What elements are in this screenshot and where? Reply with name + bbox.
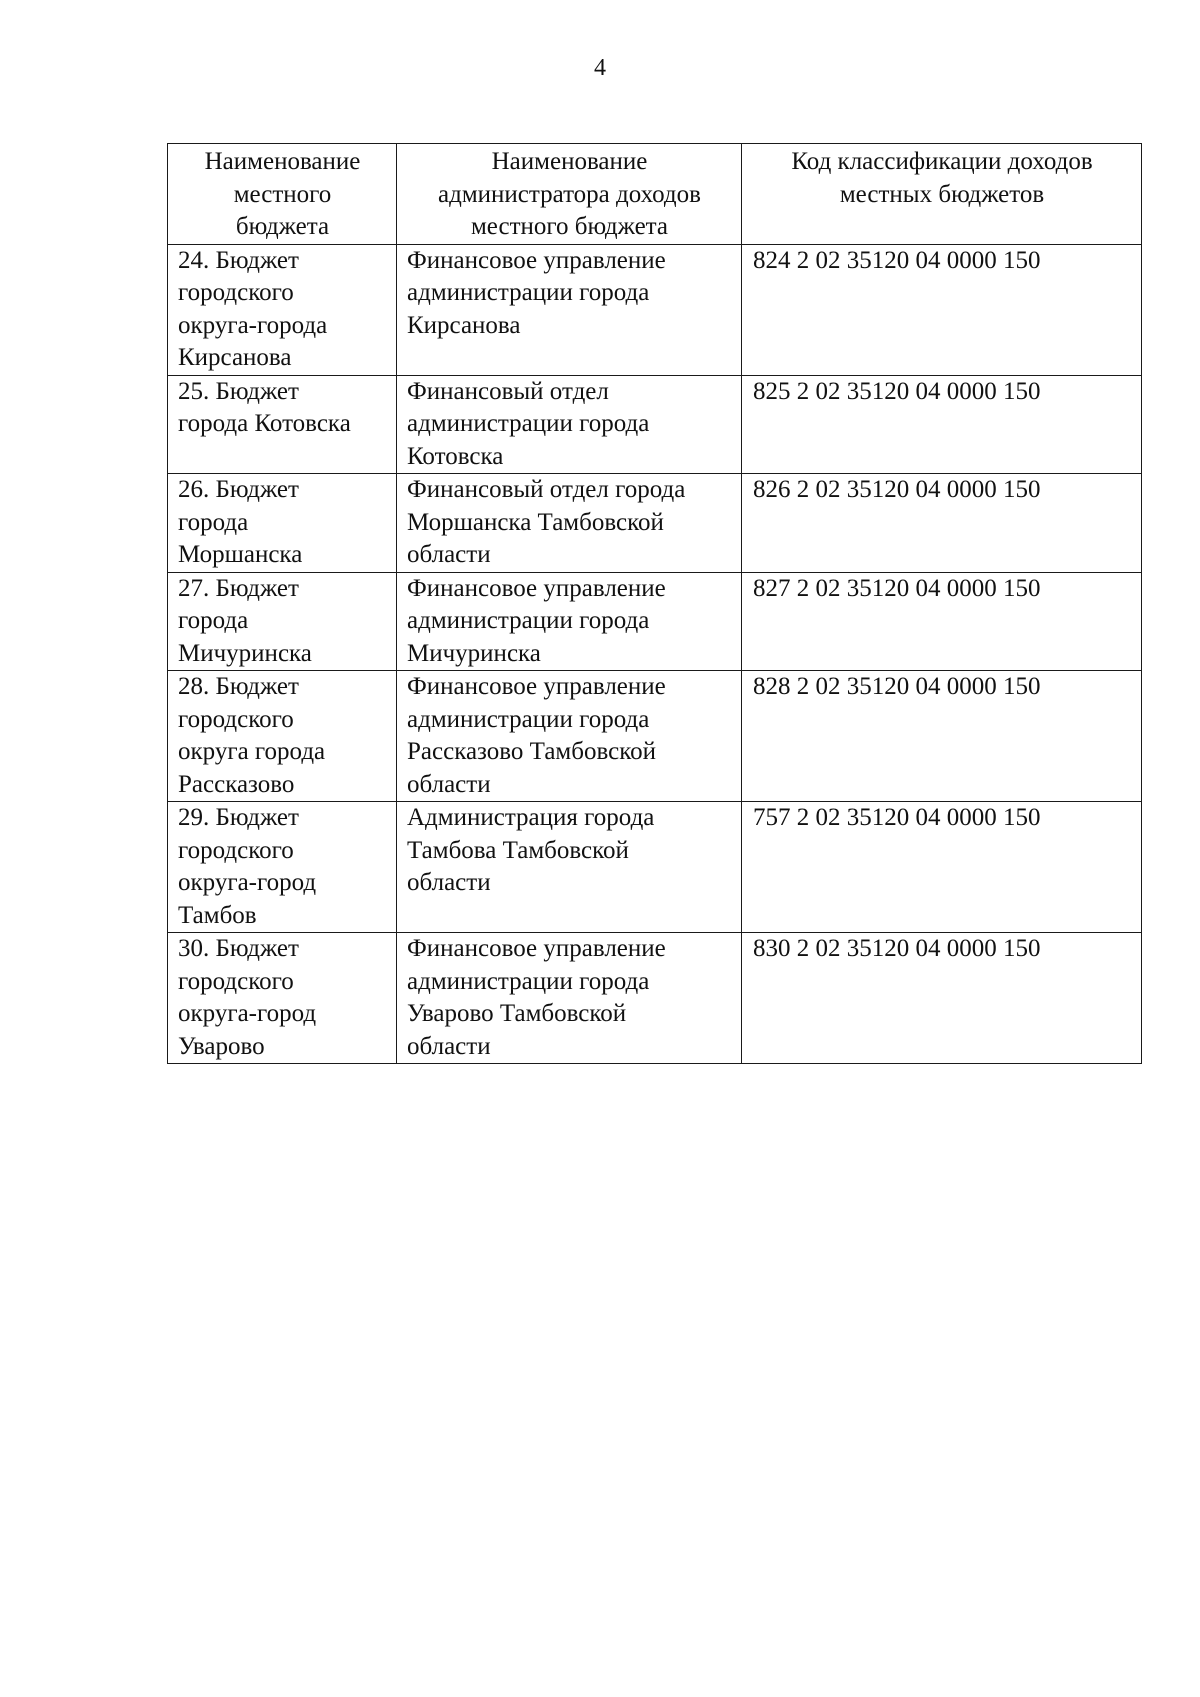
- classification-code-cell: 825 2 02 35120 04 0000 150: [742, 375, 1142, 474]
- table-header-row: [168, 144, 1142, 245]
- budget-name-cell: 29. Бюджет городского округа-город Тамбов: [168, 802, 397, 933]
- classification-code-cell: 827 2 02 35120 04 0000 150: [742, 572, 1142, 671]
- revenue-administrators-table: [167, 143, 1142, 1064]
- administrator-cell: Финансовый отдел города Моршанска Тамбовской области: [397, 474, 742, 573]
- administrator-cell: Финансовый отдел администрации города Котовска: [397, 375, 742, 474]
- table-row: [168, 244, 1142, 375]
- budget-name-cell: 30. Бюджет городского округа-город Уварово: [168, 933, 397, 1064]
- administrator-cell: Финансовое управление администрации города Мичуринска: [397, 572, 742, 671]
- table-row: [168, 572, 1142, 671]
- page-number: 4: [594, 55, 606, 81]
- budget-name-cell: 24. Бюджет городского округа-города Кирсанова: [168, 244, 397, 375]
- table-row: [168, 802, 1142, 933]
- administrator-cell: Финансовое управление администрации города Кирсанова: [397, 244, 742, 375]
- budget-name-cell: 26. Бюджет города Моршанска: [168, 474, 397, 573]
- table-row: [168, 671, 1142, 802]
- header-classification-code: Код классификации доходов местных бюджетов: [742, 144, 1142, 245]
- table-row: [168, 933, 1142, 1064]
- budget-name-cell: 27. Бюджет города Мичуринска: [168, 572, 397, 671]
- administrator-cell: Администрация города Тамбова Тамбовской области: [397, 802, 742, 933]
- budget-name-cell: 28. Бюджет городского округа города Рассказово: [168, 671, 397, 802]
- classification-code-cell: 757 2 02 35120 04 0000 150: [742, 802, 1142, 933]
- classification-code-cell: 826 2 02 35120 04 0000 150: [742, 474, 1142, 573]
- classification-code-cell: 830 2 02 35120 04 0000 150: [742, 933, 1142, 1064]
- administrator-cell: Финансовое управление администрации города Уварово Тамбовской области: [397, 933, 742, 1064]
- classification-code-cell: 828 2 02 35120 04 0000 150: [742, 671, 1142, 802]
- budget-name-cell: 25. Бюджет города Котовска: [168, 375, 397, 474]
- header-administrator-name: Наименование администратора доходов местного бюджета: [397, 144, 742, 245]
- administrator-cell: Финансовое управление администрации города Рассказово Тамбовской области: [397, 671, 742, 802]
- header-budget-name: Наименование местного бюджета: [168, 144, 397, 245]
- table-row: [168, 375, 1142, 474]
- classification-code-cell: 824 2 02 35120 04 0000 150: [742, 244, 1142, 375]
- table-row: [168, 474, 1142, 573]
